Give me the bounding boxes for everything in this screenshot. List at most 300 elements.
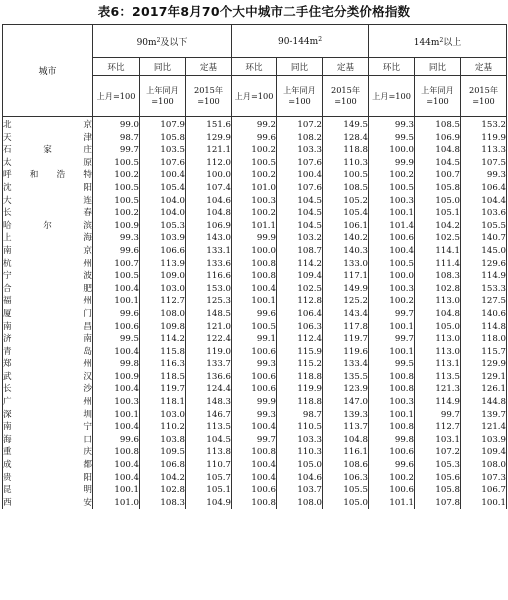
index-value: 99.0 <box>93 117 140 132</box>
table-row <box>3 220 507 233</box>
index-value: 100.6 <box>232 484 277 497</box>
index-value: 100.5 <box>232 157 277 170</box>
index-value: 139.7 <box>461 409 507 422</box>
table-row <box>3 321 507 334</box>
index-value: 99.7 <box>369 308 415 321</box>
index-value: 107.2 <box>277 117 323 132</box>
index-value: 100.1 <box>369 321 415 334</box>
index-value: 103.9 <box>140 232 186 245</box>
table-row <box>3 157 507 170</box>
index-value: 140.3 <box>323 245 369 258</box>
index-value: 100.1 <box>93 409 140 422</box>
group-header-medium: $90-144m^2$ <box>232 25 369 58</box>
index-value: 105.4 <box>323 207 369 220</box>
index-value: 105.2 <box>323 195 369 208</box>
index-value: 100.6 <box>232 383 277 396</box>
index-value: 100.4 <box>93 383 140 396</box>
index-value: 151.6 <box>186 117 232 132</box>
subheader-fixed-base: 定基 <box>186 58 232 76</box>
index-value: 101.1 <box>232 220 277 233</box>
index-value: 104.5 <box>186 434 232 447</box>
index-value: 114.1 <box>415 245 461 258</box>
index-value: 148.5 <box>186 308 232 321</box>
index-value: 99.3 <box>369 117 415 132</box>
index-value: 103.5 <box>140 144 186 157</box>
index-value: 112.4 <box>277 333 323 346</box>
index-value: 105.1 <box>186 484 232 497</box>
index-value: 104.5 <box>277 195 323 208</box>
index-value: 99.6 <box>232 308 277 321</box>
index-value: 99.9 <box>369 157 415 170</box>
index-value: 99.8 <box>369 434 415 447</box>
index-value: 111.4 <box>415 258 461 271</box>
index-value: 100.8 <box>232 446 277 459</box>
index-value: 100.8 <box>93 446 140 459</box>
index-value: 105.6 <box>415 472 461 485</box>
index-value: 113.5 <box>186 421 232 434</box>
index-value: 106.3 <box>277 321 323 334</box>
index-value: 99.5 <box>93 333 140 346</box>
city-name: 昆明 <box>3 485 92 496</box>
index-value: 143.0 <box>186 232 232 245</box>
price-index-table <box>2 24 507 509</box>
index-value: 105.0 <box>277 459 323 472</box>
index-value: 99.3 <box>232 358 277 371</box>
index-value: 100.4 <box>232 472 277 485</box>
subheader-mom: 环比 <box>232 58 277 76</box>
table-row <box>3 346 507 359</box>
index-value: 112.7 <box>140 295 186 308</box>
index-value: 108.5 <box>415 117 461 132</box>
index-value: 100.5 <box>323 169 369 182</box>
index-value: 100.4 <box>93 472 140 485</box>
subheader-yoy: 同比 <box>277 58 323 76</box>
index-value: 106.3 <box>323 472 369 485</box>
index-value: 98.7 <box>277 409 323 422</box>
index-value: 99.5 <box>369 358 415 371</box>
city-column-header: 城市 <box>3 25 93 117</box>
index-value: 139.3 <box>323 409 369 422</box>
table-row <box>3 117 507 132</box>
index-value: 100.6 <box>369 484 415 497</box>
index-value: 108.7 <box>277 245 323 258</box>
table-row <box>3 169 507 182</box>
index-value: 106.8 <box>140 459 186 472</box>
index-value: 104.5 <box>277 207 323 220</box>
index-value: 118.8 <box>277 371 323 384</box>
base-label-fixed-base: 2015年=100 <box>461 76 507 117</box>
index-value: 124.4 <box>186 383 232 396</box>
subheader-yoy: 同比 <box>415 58 461 76</box>
index-value: 105.4 <box>140 182 186 195</box>
table-row <box>3 484 507 497</box>
index-value: 105.7 <box>186 472 232 485</box>
base-label-mom: 上月=100 <box>232 76 277 117</box>
index-value: 100.1 <box>93 484 140 497</box>
index-value: 129.1 <box>461 371 507 384</box>
index-value: 103.2 <box>277 232 323 245</box>
index-value: 109.4 <box>277 270 323 283</box>
subheader-mom: 环比 <box>93 58 140 76</box>
index-value: 147.0 <box>323 396 369 409</box>
index-value: 106.1 <box>323 220 369 233</box>
city-name: 北京 <box>3 117 93 132</box>
index-value: 108.0 <box>140 308 186 321</box>
index-value: 119.6 <box>323 346 369 359</box>
index-value: 100.5 <box>93 182 140 195</box>
index-value: 113.3 <box>461 144 507 157</box>
index-value: 105.1 <box>415 207 461 220</box>
index-value: 114.2 <box>277 258 323 271</box>
city-name: 哈尔滨 <box>3 220 92 231</box>
index-value: 133.6 <box>186 258 232 271</box>
index-value: 119.0 <box>186 346 232 359</box>
index-value: 105.5 <box>461 220 507 233</box>
index-value: 107.6 <box>277 182 323 195</box>
index-value: 104.8 <box>186 207 232 220</box>
index-value: 104.6 <box>186 195 232 208</box>
city-name: 南京 <box>3 245 92 256</box>
index-value: 100.4 <box>232 421 277 434</box>
index-value: 125.3 <box>186 295 232 308</box>
city-name: 郑州 <box>3 359 92 370</box>
index-value: 100.5 <box>93 157 140 170</box>
index-value: 100.8 <box>369 383 415 396</box>
index-value: 100.2 <box>369 295 415 308</box>
index-value: 110.3 <box>323 157 369 170</box>
city-name: 济南 <box>3 334 92 345</box>
index-value: 133.4 <box>323 358 369 371</box>
city-name: 南昌 <box>3 321 92 332</box>
table-row <box>3 270 507 283</box>
table-row <box>3 358 507 371</box>
index-value: 133.0 <box>323 258 369 271</box>
index-value: 99.7 <box>232 434 277 447</box>
index-value: 122.4 <box>186 333 232 346</box>
table-body <box>3 117 507 510</box>
index-value: 99.7 <box>369 333 415 346</box>
index-value: 101.4 <box>369 220 415 233</box>
index-value: 118.5 <box>140 371 186 384</box>
index-value: 99.2 <box>232 117 277 132</box>
base-label-yoy: 上年同月=100 <box>415 76 461 117</box>
index-value: 140.7 <box>461 232 507 245</box>
city-name: 厦门 <box>3 308 92 319</box>
city-name: 青岛 <box>3 346 92 357</box>
index-value: 100.1 <box>369 409 415 422</box>
index-value: 114.9 <box>461 270 507 283</box>
index-value: 149.5 <box>323 117 369 132</box>
group-header-small: $90m^2$及以下 <box>93 25 232 58</box>
index-value: 109.4 <box>461 446 507 459</box>
index-value: 104.5 <box>277 220 323 233</box>
index-value: 113.0 <box>415 333 461 346</box>
index-value: 100.4 <box>140 169 186 182</box>
index-value: 119.9 <box>277 383 323 396</box>
index-value: 105.0 <box>323 497 369 510</box>
index-value: 110.5 <box>277 421 323 434</box>
index-value: 107.3 <box>461 472 507 485</box>
index-value: 100.3 <box>369 396 415 409</box>
index-value: 99.9 <box>232 232 277 245</box>
city-name: 成都 <box>3 460 92 471</box>
index-value: 104.2 <box>415 220 461 233</box>
city-name: 西安 <box>3 497 92 508</box>
index-value: 99.1 <box>232 333 277 346</box>
index-value: 100.4 <box>232 283 277 296</box>
city-name: 深圳 <box>3 409 92 420</box>
table-row <box>3 333 507 346</box>
index-value: 133.1 <box>186 245 232 258</box>
index-value: 100.4 <box>93 346 140 359</box>
index-value: 116.1 <box>323 446 369 459</box>
index-value: 113.5 <box>415 371 461 384</box>
table-row <box>3 459 507 472</box>
index-value: 100.5 <box>369 182 415 195</box>
index-value: 106.9 <box>415 132 461 145</box>
index-value: 101.1 <box>369 497 415 510</box>
index-value: 104.0 <box>140 207 186 220</box>
index-value: 119.7 <box>140 383 186 396</box>
table-row <box>3 182 507 195</box>
city-name: 广州 <box>3 397 92 408</box>
index-value: 100.3 <box>369 195 415 208</box>
index-value: 148.3 <box>186 396 232 409</box>
index-value: 99.6 <box>369 459 415 472</box>
index-value: 123.9 <box>323 383 369 396</box>
index-value: 102.5 <box>415 232 461 245</box>
index-value: 112.0 <box>186 157 232 170</box>
index-value: 112.8 <box>277 295 323 308</box>
index-value: 129.9 <box>186 132 232 145</box>
index-value: 104.5 <box>415 157 461 170</box>
index-value: 102.8 <box>140 484 186 497</box>
city-name: 天津 <box>3 132 92 143</box>
city-name: 贵阳 <box>3 472 92 483</box>
index-value: 99.6 <box>93 308 140 321</box>
index-value: 100.0 <box>369 270 415 283</box>
table-row <box>3 472 507 485</box>
index-value: 100.4 <box>232 459 277 472</box>
index-value: 100.4 <box>93 283 140 296</box>
table-row <box>3 132 507 145</box>
index-value: 112.7 <box>415 421 461 434</box>
index-value: 115.8 <box>140 346 186 359</box>
index-value: 113.9 <box>140 258 186 271</box>
index-value: 103.6 <box>461 207 507 220</box>
index-value: 99.9 <box>232 396 277 409</box>
subheader-fixed-base: 定基 <box>323 58 369 76</box>
index-value: 109.5 <box>140 446 186 459</box>
city-name: 宁波 <box>3 271 92 282</box>
index-value: 104.8 <box>415 144 461 157</box>
index-value: 121.0 <box>186 321 232 334</box>
city-name: 南宁 <box>3 422 92 433</box>
index-value: 104.8 <box>323 434 369 447</box>
index-value: 136.6 <box>186 371 232 384</box>
index-value: 106.4 <box>461 182 507 195</box>
index-value: 153.0 <box>186 283 232 296</box>
table-row <box>3 207 507 220</box>
index-value: 102.8 <box>415 283 461 296</box>
city-name: 福州 <box>3 296 92 307</box>
subheader-fixed-base: 定基 <box>461 58 507 76</box>
index-value: 99.3 <box>461 169 507 182</box>
index-value: 100.0 <box>186 169 232 182</box>
index-value: 100.5 <box>93 270 140 283</box>
index-value: 100.4 <box>93 459 140 472</box>
table-row <box>3 295 507 308</box>
city-name: 海口 <box>3 434 92 445</box>
table-header <box>3 25 507 117</box>
city-name: 杭州 <box>3 258 92 269</box>
index-value: 100.1 <box>369 207 415 220</box>
table-row <box>3 446 507 459</box>
city-name: 上海 <box>3 233 92 244</box>
index-value: 113.0 <box>415 295 461 308</box>
index-value: 107.2 <box>415 446 461 459</box>
index-value: 100.2 <box>232 144 277 157</box>
index-value: 99.7 <box>93 144 140 157</box>
index-value: 103.0 <box>140 283 186 296</box>
index-value: 100.6 <box>232 346 277 359</box>
index-value: 108.2 <box>277 132 323 145</box>
index-value: 106.7 <box>461 484 507 497</box>
index-value: 113.8 <box>186 446 232 459</box>
index-value: 119.9 <box>461 132 507 145</box>
index-value: 100.2 <box>93 169 140 182</box>
index-value: 100.1 <box>461 497 507 510</box>
index-value: 153.2 <box>461 117 507 132</box>
index-value: 113.7 <box>323 421 369 434</box>
index-value: 118.8 <box>323 144 369 157</box>
index-value: 100.5 <box>93 195 140 208</box>
base-label-mom: 上月=100 <box>369 76 415 117</box>
index-value: 99.6 <box>232 132 277 145</box>
index-value: 107.8 <box>415 497 461 510</box>
index-value: 104.4 <box>461 195 507 208</box>
index-value: 100.4 <box>277 169 323 182</box>
index-value: 114.9 <box>415 396 461 409</box>
city-name: 石家庄 <box>3 145 92 156</box>
index-value: 99.7 <box>415 409 461 422</box>
index-value: 103.1 <box>415 434 461 447</box>
table-row <box>3 409 507 422</box>
index-value: 145.0 <box>461 245 507 258</box>
table-row <box>3 434 507 447</box>
index-value: 118.8 <box>277 396 323 409</box>
table-row <box>3 283 507 296</box>
subheader-mom: 环比 <box>369 58 415 76</box>
index-value: 107.4 <box>186 182 232 195</box>
city-name: 沈阳 <box>3 182 92 193</box>
index-value: 117.1 <box>323 270 369 283</box>
index-value: 99.6 <box>93 434 140 447</box>
index-value: 113.1 <box>415 358 461 371</box>
index-value: 100.1 <box>93 295 140 308</box>
city-name: 长春 <box>3 208 92 219</box>
index-value: 153.3 <box>461 283 507 296</box>
index-value: 99.6 <box>93 245 140 258</box>
index-value: 119.7 <box>323 333 369 346</box>
index-value: 106.9 <box>186 220 232 233</box>
index-value: 135.5 <box>323 371 369 384</box>
group-header-large: $144m^2$以上 <box>369 25 507 58</box>
index-value: 100.3 <box>232 195 277 208</box>
index-value: 115.9 <box>277 346 323 359</box>
index-value: 100.8 <box>232 258 277 271</box>
index-value: 100.6 <box>369 232 415 245</box>
index-value: 105.8 <box>140 132 186 145</box>
index-value: 100.2 <box>369 472 415 485</box>
index-value: 104.0 <box>140 195 186 208</box>
index-value: 99.5 <box>369 132 415 145</box>
index-value: 100.8 <box>369 421 415 434</box>
index-value: 107.6 <box>140 157 186 170</box>
table-row <box>3 308 507 321</box>
city-name: 长沙 <box>3 384 92 395</box>
index-value: 105.0 <box>415 195 461 208</box>
table-row <box>3 497 507 510</box>
index-value: 129.9 <box>461 358 507 371</box>
index-value: 140.6 <box>461 308 507 321</box>
index-value: 102.5 <box>277 283 323 296</box>
index-value: 99.3 <box>93 232 140 245</box>
index-value: 100.2 <box>232 207 277 220</box>
base-label-yoy: 上年同月=100 <box>277 76 323 117</box>
table-row <box>3 421 507 434</box>
index-value: 149.9 <box>323 283 369 296</box>
index-value: 129.6 <box>461 258 507 271</box>
index-value: 105.3 <box>140 220 186 233</box>
index-value: 100.7 <box>415 169 461 182</box>
index-value: 100.3 <box>369 283 415 296</box>
index-value: 115.2 <box>277 358 323 371</box>
index-value: 109.0 <box>140 270 186 283</box>
city-name: 武汉 <box>3 371 92 382</box>
index-value: 140.2 <box>323 232 369 245</box>
index-value: 103.3 <box>277 144 323 157</box>
city-name: 太原 <box>3 157 92 168</box>
index-value: 103.7 <box>277 484 323 497</box>
index-value: 98.7 <box>93 132 140 145</box>
index-value: 104.2 <box>140 472 186 485</box>
index-value: 107.5 <box>461 157 507 170</box>
city-name: 合肥 <box>3 283 92 294</box>
index-value: 100.8 <box>232 497 277 510</box>
table-title: 表6：2017年8月70个大中城市二手住宅分类价格指数 <box>97 4 411 19</box>
city-name: 重庆 <box>3 447 92 458</box>
index-value: 100.2 <box>369 169 415 182</box>
table-row <box>3 383 507 396</box>
index-value: 125.2 <box>323 295 369 308</box>
index-value: 121.3 <box>415 383 461 396</box>
base-label-fixed-base: 2015年=100 <box>186 76 232 117</box>
index-value: 109.8 <box>140 321 186 334</box>
city-name: 大连 <box>3 195 92 206</box>
base-label-yoy: 上年同月=100 <box>140 76 186 117</box>
index-value: 126.1 <box>461 383 507 396</box>
index-value: 101.0 <box>232 182 277 195</box>
index-value: 99.8 <box>93 358 140 371</box>
index-value: 144.8 <box>461 396 507 409</box>
index-value: 108.0 <box>461 459 507 472</box>
index-value: 108.6 <box>323 459 369 472</box>
index-value: 100.5 <box>369 258 415 271</box>
index-value: 118.0 <box>461 333 507 346</box>
index-value: 127.5 <box>461 295 507 308</box>
index-value: 100.7 <box>93 258 140 271</box>
